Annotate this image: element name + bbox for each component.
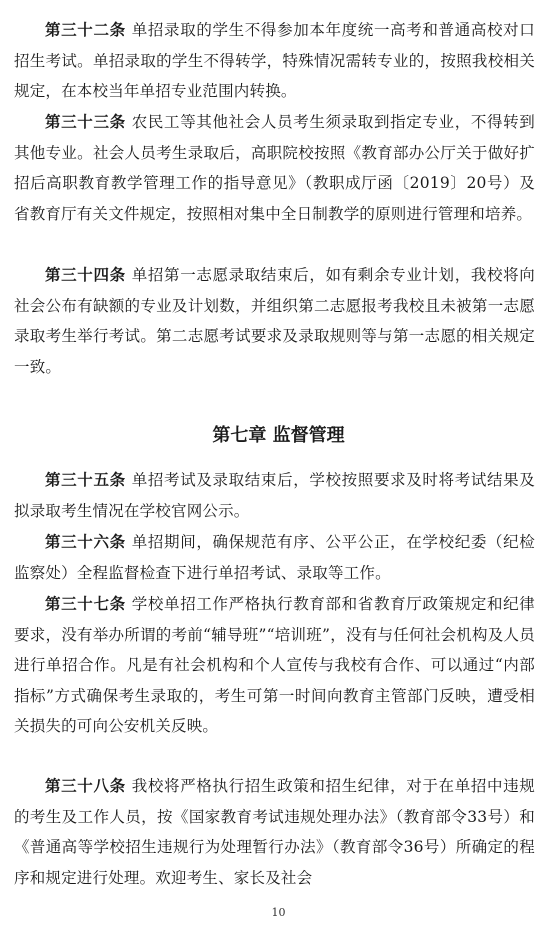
article-35 <box>14 465 535 526</box>
article-label: 第三十四条 <box>45 265 126 284</box>
article-38 <box>14 771 535 893</box>
article-text: 单招期间，确保规范有序、公平公正，在学校纪委（纪检监察处）全程监督检查下进行单招考试、录取等工作。 <box>14 533 535 582</box>
article-text: 农民工等其他社会人员考生须录取到指定专业，不得转到其他专业。社会人员考生录取后，高职院校按照《教育部办公厅关于做好扩招后高职教育教学管理工作的指导意见》（教职成厅函〔2019〕20号）及省教育厅有关文件规定，按照相对集中全日制教学的原则进行管理和培养。 <box>14 113 535 223</box>
article-text: 学校单招工作严格执行教育部和省教育厅政策规定和纪律要求，没有举办所谓的考前“辅导班”“培训班”，没有与任何社会机构及人员进行单招合作。凡是有社会机构和个人宣传与我校有合作、可以通过“内部指标”方式确保考生录取的，考生可第一时间向教育主管部门反映，遭受相关损失的可向公安机关反映。 <box>14 595 535 735</box>
article-text: 我校将严格执行招生政策和招生纪律，对于在单招中违规的考生及工作人员，按《国家教育考试违规处理办法》（教育部令33号）和《普通高等学校招生违规行为处理暂行办法》（教育部令36号）所确定的程序和规定进行处理。欢迎考生、家长及社会 <box>14 777 535 887</box>
article-label: 第三十二条 <box>45 20 126 39</box>
article-33 <box>14 107 535 229</box>
article-32 <box>14 15 535 107</box>
page-number: 10 <box>271 906 286 919</box>
article-label: 第三十三条 <box>45 112 126 131</box>
article-text: 单招第一志愿录取结束后，如有剩余专业计划，我校将向社会公布有缺额的专业及计划数，并组织第二志愿报考我校且未被第一志愿录取考生举行考试。第二志愿考试要求及录取规则等与第一志愿的相关规定一致。 <box>14 266 535 376</box>
article-label: 第三十六条 <box>45 532 126 551</box>
article-label: 第三十八条 <box>45 776 126 795</box>
article-34 <box>14 260 535 382</box>
chapter-title: 第七章 监督管理 <box>212 425 345 446</box>
article-label: 第三十七条 <box>45 594 126 613</box>
article-text: 单招考试及录取结束后，学校按照要求及时将考试结果及拟录取考生情况在学校官网公示。 <box>14 471 535 520</box>
article-text: 单招录取的学生不得参加本年度统一高考和普通高校对口招生考试。单招录取的学生不得转学，特殊情况需转专业的，按照我校相关规定，在本校当年单招专业范围内转换。 <box>14 21 535 100</box>
article-36 <box>14 527 535 588</box>
article-37 <box>14 589 535 742</box>
article-label: 第三十五条 <box>45 470 126 489</box>
